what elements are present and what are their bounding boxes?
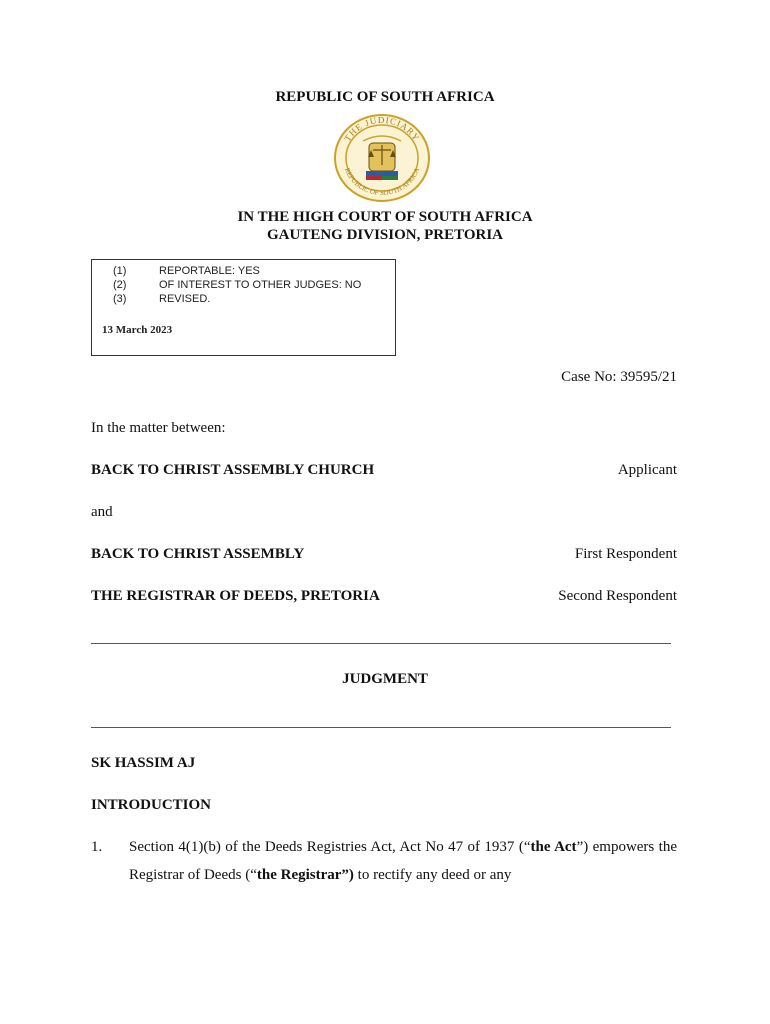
paragraph-text-3: to rectify any deed or any — [353, 867, 512, 883]
first-respondent-name: BACK TO CHRIST ASSEMBLY — [91, 546, 305, 562]
judgment-date: 13 March 2023 — [102, 324, 173, 336]
judge-name: SK HASSIM AJ — [91, 755, 196, 771]
paragraph-text-1: Section 4(1)(b) of the Deeds Registries Act, Act No 47 of 1937 (“ — [129, 839, 531, 855]
divider-top — [91, 643, 671, 644]
applicant-role: Applicant — [617, 462, 677, 478]
interest-item-number: (2) — [113, 279, 127, 291]
second-respondent-name: THE REGISTRAR OF DEEDS, PRETORIA — [91, 588, 380, 604]
case-number: Case No: 39595/21 — [561, 369, 677, 385]
reportable-item-number: (1) — [113, 265, 127, 277]
paragraph-body — [129, 833, 677, 889]
connector-and: and — [91, 504, 113, 520]
defined-term-act: the Act — [530, 839, 577, 855]
applicant-name: BACK TO CHRIST ASSEMBLY CHURCH — [91, 462, 375, 478]
reportable-item-text: REPORTABLE: YES — [159, 265, 260, 277]
seal-label-bottom: REPUBLIC OF SOUTH AFRICA — [342, 166, 422, 198]
judgment-title: JUDGMENT — [342, 671, 428, 687]
section-heading: INTRODUCTION — [91, 797, 212, 813]
matter-intro: In the matter between: — [91, 420, 226, 436]
revised-item-text: REVISED. — [159, 293, 211, 305]
defined-term-registrar: the Registrar”) — [256, 867, 354, 883]
divider-bottom — [91, 727, 671, 728]
first-respondent-role: First Respondent — [574, 546, 677, 562]
seal-label-top: THE JUDICIARY — [342, 114, 422, 144]
paragraph-text-2: ”) empowers the Registrar of Deeds (“ — [129, 839, 677, 883]
judiciary-seal-icon — [333, 113, 431, 203]
country-heading: REPUBLIC OF SOUTH AFRICA — [275, 89, 495, 105]
reportable-box — [91, 259, 396, 356]
interest-item-text: OF INTEREST TO OTHER JUDGES: NO — [159, 279, 362, 291]
revised-item-number: (3) — [113, 293, 127, 305]
court-division: GAUTENG DIVISION, PRETORIA — [266, 227, 503, 243]
second-respondent-role: Second Respondent — [558, 588, 677, 604]
paragraph-number: 1. — [91, 839, 103, 855]
court-name: IN THE HIGH COURT OF SOUTH AFRICA — [237, 209, 533, 225]
